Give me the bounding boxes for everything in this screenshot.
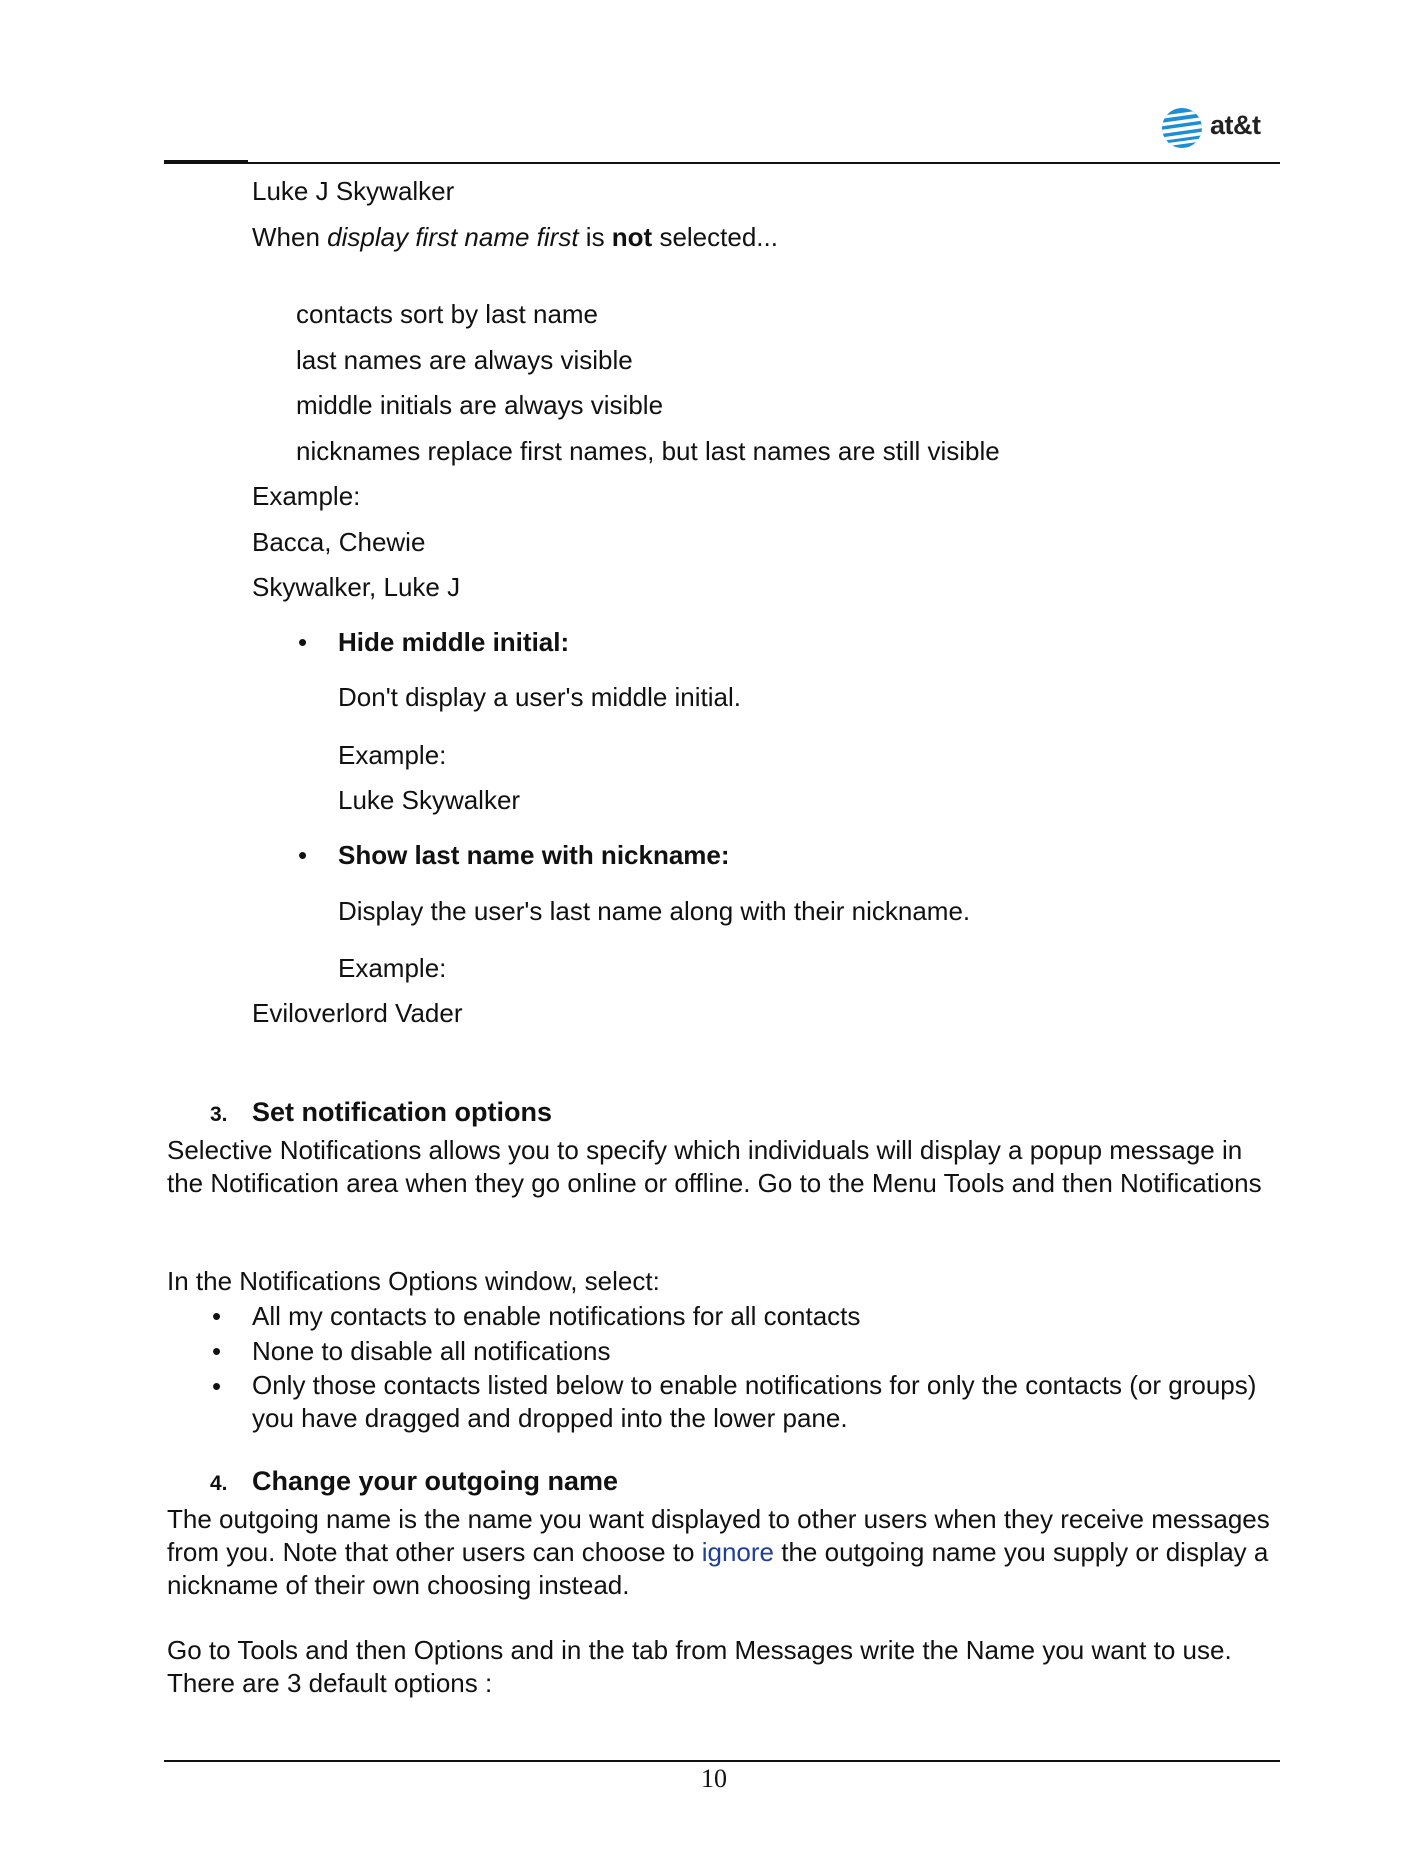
option-title: Hide middle initial: [338,627,570,657]
section-paragraph: Selective Notifications allows you to specify which individuals will display a popup message in the Notification area when they go online or offline. Go to the Menu Tools and then Notifications [167,1135,1262,1198]
ignore-link[interactable]: ignore [701,1537,775,1567]
att-globe-icon [1160,106,1204,155]
note-italic: display first name first [327,222,579,252]
option-title: Show last name with nickname: [338,840,730,870]
example-label: Example: [338,740,447,770]
section-paragraph [167,1503,1277,1602]
note-bold: not [611,222,653,252]
paragraph-text: The outgoing name is the name you want displayed to other users when they receive messages from you. Note that other users can choose to [167,1504,1270,1567]
example-name-line: Luke J Skywalker [252,176,455,206]
option-description: Display the user's last name along with their nickname. [338,896,971,926]
option-description: Don't display a user's middle initial. [338,682,741,712]
example-line: Bacca, Chewie [252,527,426,557]
bullet-icon: • [212,1336,222,1366]
page-number: 10 [701,1764,727,1793]
note-part: selected... [652,222,778,252]
header-rule [164,162,1280,164]
section-heading: Change your outgoing name [252,1466,619,1496]
bullet-icon: • [298,840,308,870]
bullet-icon: • [212,1301,222,1331]
att-logo-text: at&t [1210,110,1261,140]
example-line: Skywalker, Luke J [252,572,461,602]
note-part: When [252,222,328,252]
display-first-name-note [252,222,778,252]
note-part: is [578,222,612,252]
example-line: Eviloverlord Vader [252,998,463,1028]
list-item: Only those contacts listed below to enable notifications for only the contacts (or groups) you have dragged and dropped into the lower pane. [252,1370,1257,1433]
paragraph-text: the outgoing name you supply or display a nickname of their own choosing instead. [167,1537,1269,1600]
section-number: 4. [210,1472,228,1495]
list-item: None to disable all notifications [252,1336,611,1366]
footer-rule [164,1760,1280,1762]
sub-item: contacts sort by last name [296,299,599,329]
sub-item: middle initials are always visible [296,390,664,420]
list-item: All my contacts to enable notifications for all contacts [252,1301,861,1331]
sub-item: last names are always visible [296,345,633,375]
bullet-icon: • [298,627,308,657]
example-label: Example: [252,481,361,511]
section-number: 3. [210,1103,228,1126]
section-heading: Set notification options [252,1097,552,1127]
example-line: Luke Skywalker [338,785,521,815]
section-paragraph: Go to Tools and then Options and in the tab from Messages write the Name you want to use. There are 3 default options : [167,1635,1232,1698]
sub-item: nicknames replace first names, but last names are still visible [296,436,1000,466]
example-label: Example: [338,953,447,983]
section-intro: In the Notifications Options window, select: [167,1266,660,1296]
bullet-icon: • [212,1371,222,1401]
